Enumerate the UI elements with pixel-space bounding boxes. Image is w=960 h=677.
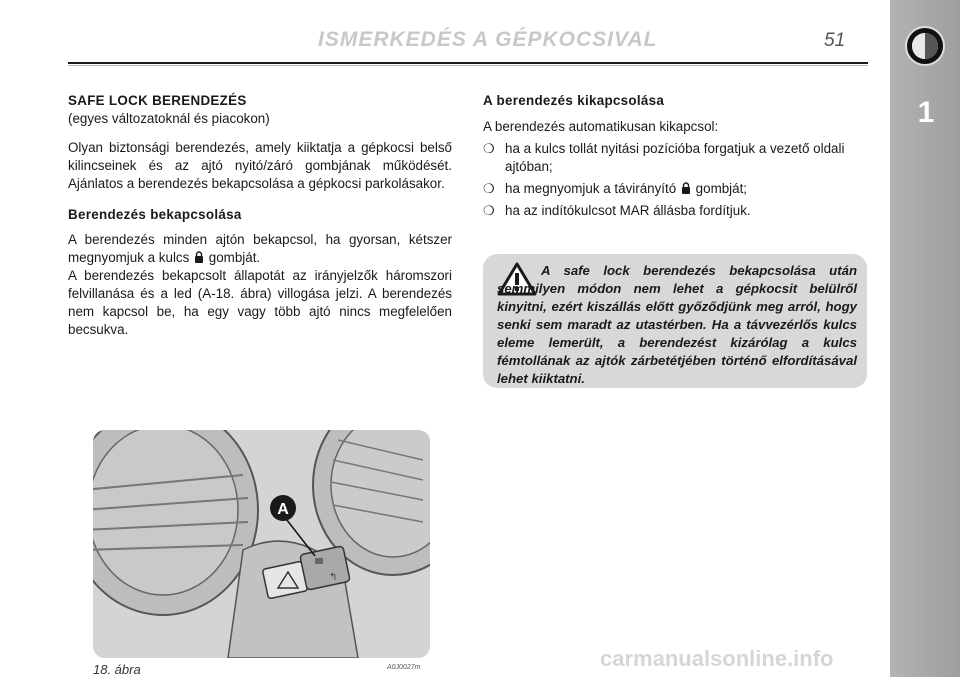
section-heading-activation: Berendezés bekapcsolása (68, 207, 242, 222)
activation-text-part2: gombját. (208, 250, 261, 265)
bullet-icon: ❍ (483, 141, 495, 156)
figure-code: A0J0027m (387, 664, 421, 671)
list-item-text: ha az indítókulcsot MAR állásba fordítjuk. (505, 203, 751, 218)
page-number: 51 (824, 30, 846, 51)
alfa-romeo-logo-icon (905, 26, 945, 66)
list-item-text: ha megnyomjuk a távirányító (505, 181, 677, 196)
header-divider (68, 62, 868, 64)
list-item (483, 202, 867, 220)
activation-paragraph (68, 231, 452, 267)
bullet-icon: ❍ (483, 181, 495, 196)
activation-text-part1: A berendezés minden ajtón bekapcsol, ha gyorsan, kétszer megnyomjuk a kulcs (68, 232, 452, 265)
list-item-text-suffix: gombját; (695, 181, 748, 196)
header-divider-light (68, 65, 868, 66)
svg-text:↰: ↰ (329, 572, 338, 583)
list-item-text: ha a kulcs tollát nyitási pozícióba forgatjuk a vezető oldali ajtóban; (505, 141, 845, 174)
lock-icon (194, 251, 204, 263)
watermark-text: carmanualsonline.info (600, 646, 834, 671)
left-column (68, 92, 452, 339)
section-subheading: (egyes változatoknál és piacokon) (68, 111, 270, 126)
right-column (483, 92, 867, 220)
warning-text: A safe lock berendezés bekapcsolása után semmilyen módon nem lehet a gépkocsit belülről kinyitni, ezért kiszállás előtt győződjünk meg arról, hogy senki sem maradt az utastérben. Ha a távvezérlős kulcs eleme lemerült, a berendezést kizárólag a kulcs fémtollának az ajtók zárbetétjében történő elfordításával lehet kiiktatni. (497, 263, 857, 386)
bullet-icon: ❍ (483, 203, 495, 218)
page-header-title: ISMERKEDÉS A GÉPKOCSIVAL (318, 28, 658, 51)
intro-paragraph: Olyan biztonsági berendezés, amely kiiktatja a gépkocsi belső kilincseinek és az ajtó nyitó/záró gombjának működését. Ajánlatos a berendezés bekapcsolása a gépkocsi parkolásakor. (68, 140, 452, 191)
figure-caption: 18. ábra (93, 662, 141, 677)
chapter-number: 1 (917, 96, 935, 129)
list-item (483, 180, 867, 198)
figure-callout-a: A (277, 501, 289, 518)
section-heading-safe-lock: SAFE LOCK BERENDEZÉS (68, 93, 247, 108)
lock-icon (681, 182, 691, 194)
figure-18-image (93, 430, 430, 658)
deactivation-intro: A berendezés automatikusan kikapcsol: (483, 119, 719, 134)
dashboard-illustration (93, 430, 430, 658)
activation-status-paragraph: A berendezés bekapcsolt állapotát az irányjelzők háromszori felvillanása és a led (A-18. ábra) villogása jelzi. A berendezés nem kapcsol be, ha egy vagy több ajtó nincs megfelelően becsukva. (68, 268, 452, 337)
list-item (483, 140, 867, 176)
section-heading-deactivation: A berendezés kikapcsolása (483, 93, 665, 108)
